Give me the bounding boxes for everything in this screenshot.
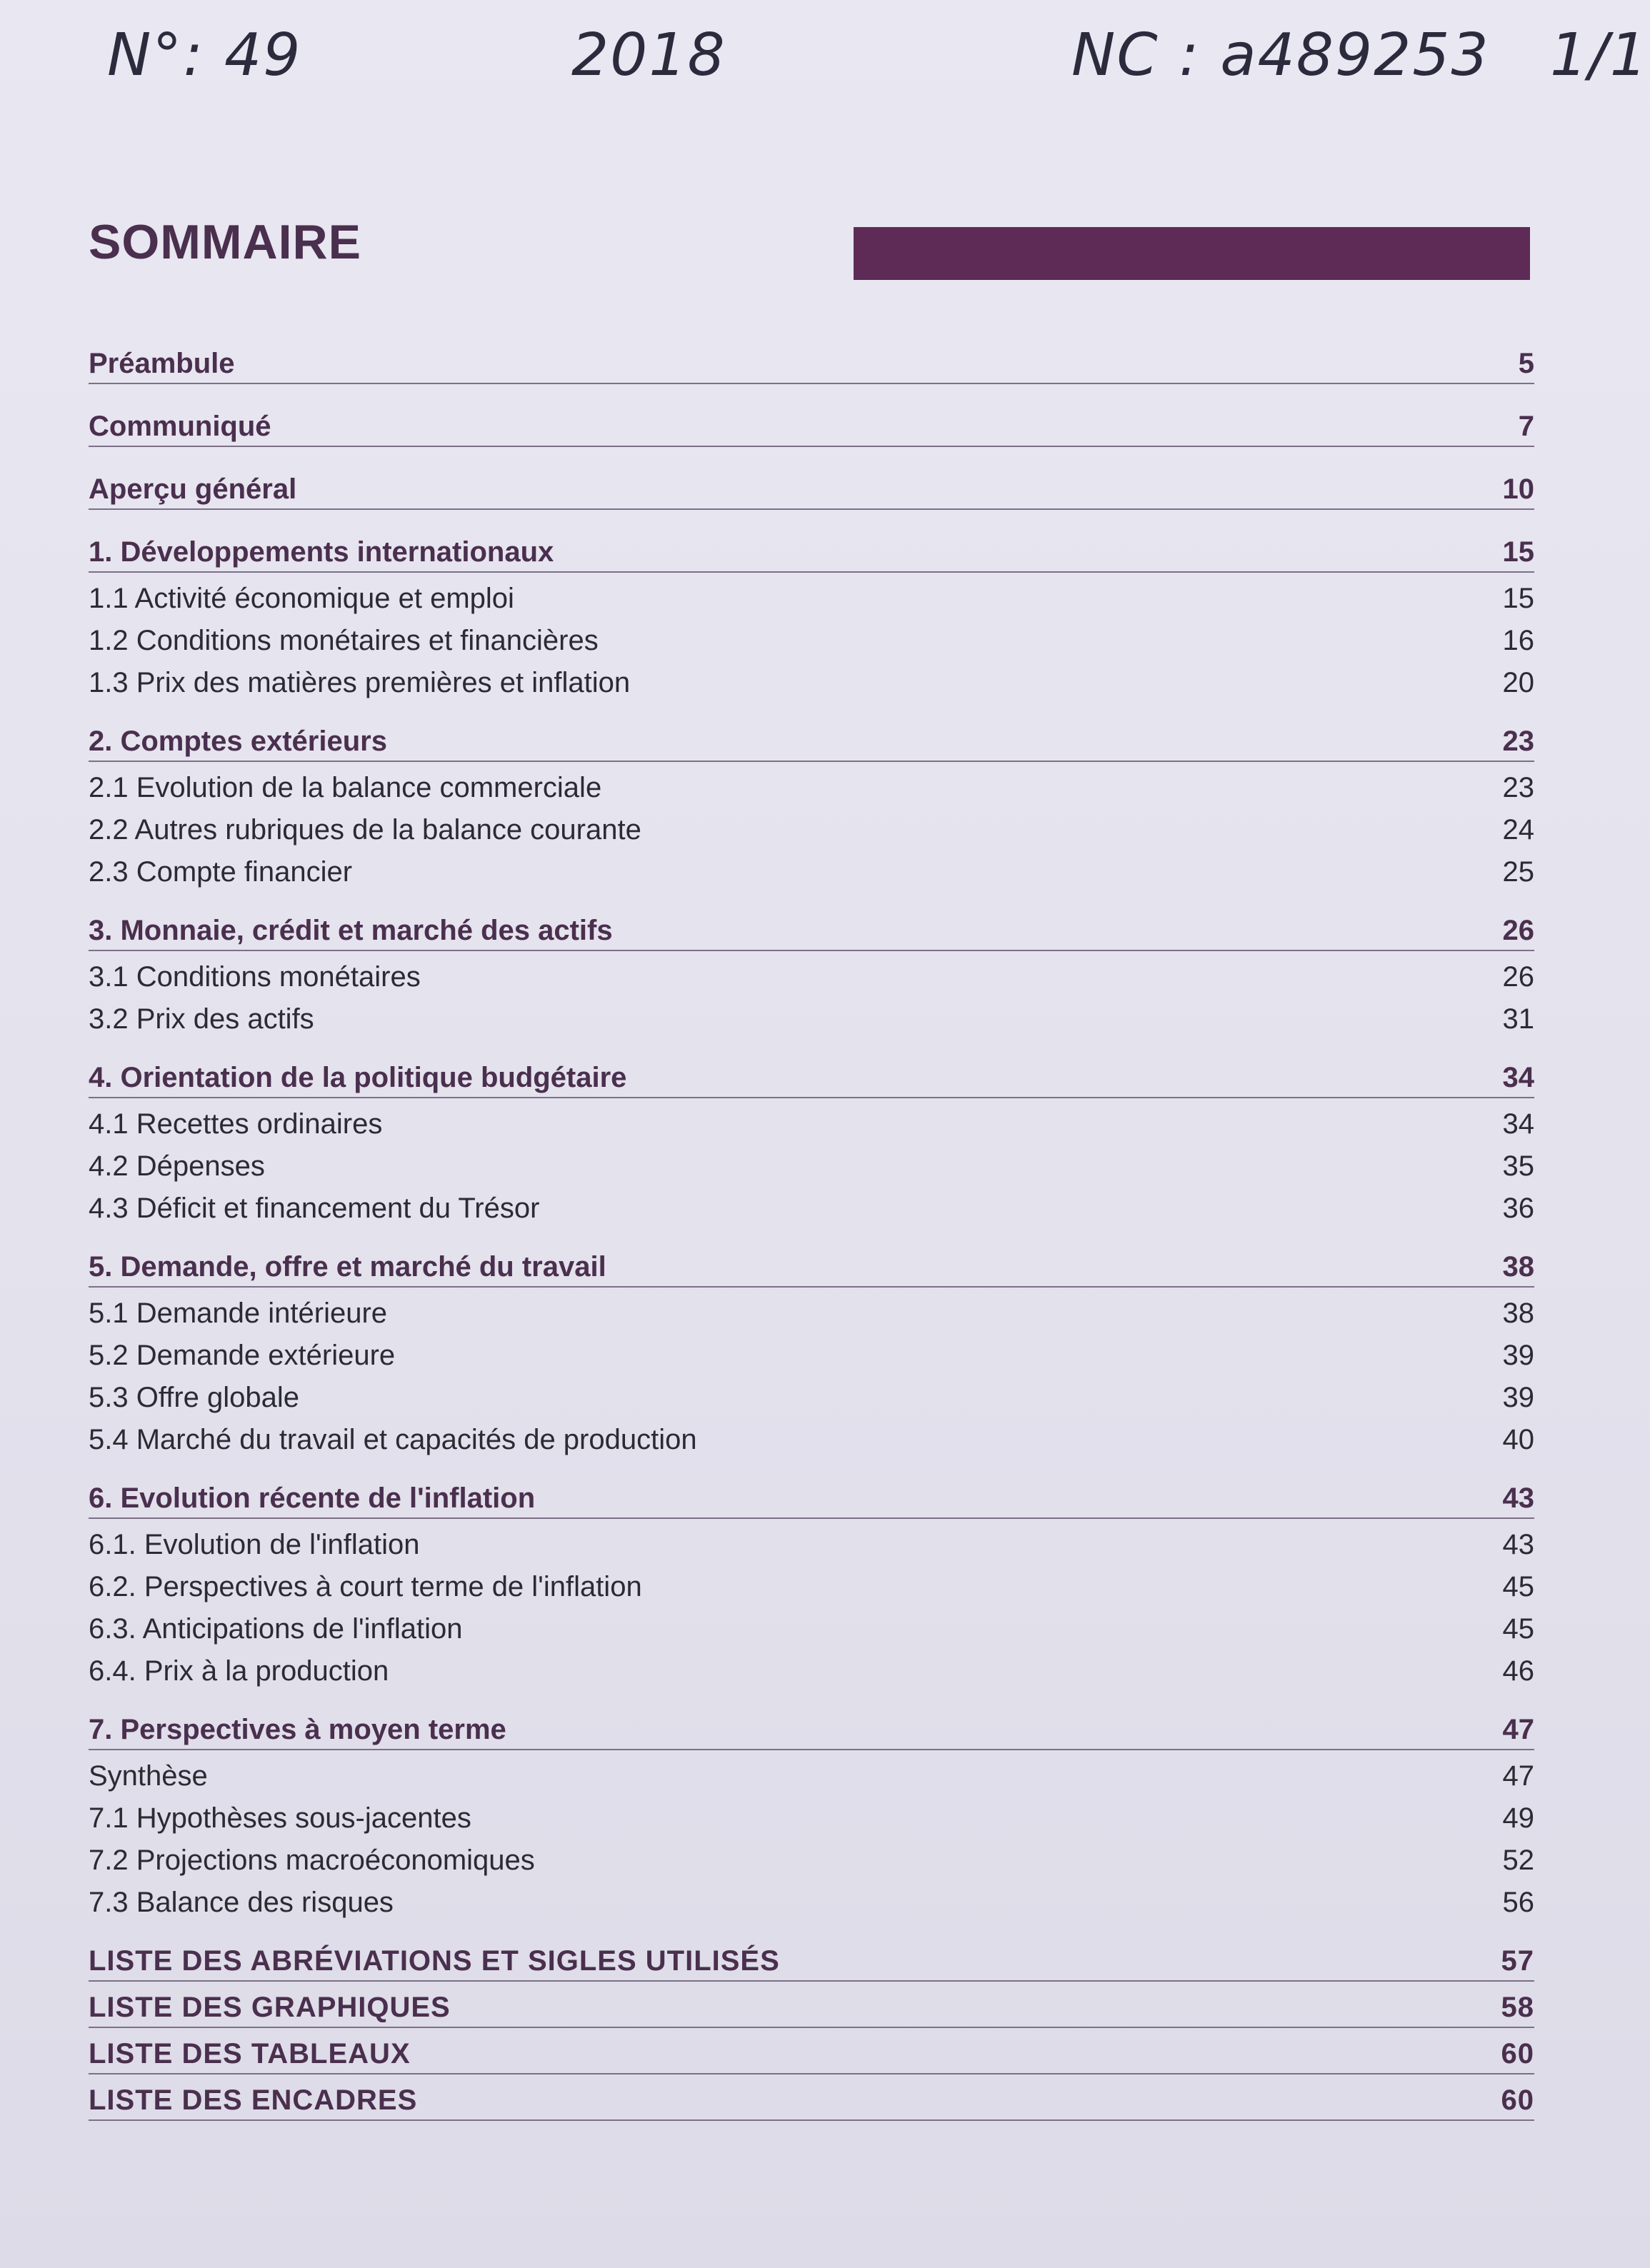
subentry-label: 7.1 Hypothèses sous-jacentes bbox=[89, 1802, 471, 1834]
toc-subentry[interactable] bbox=[89, 1288, 1534, 1330]
list-label: LISTE DES ENCADRES bbox=[89, 2084, 418, 2116]
toc-entry-page: 10 bbox=[1502, 473, 1534, 505]
section-page: 23 bbox=[1502, 726, 1534, 757]
toc-section-3[interactable] bbox=[89, 901, 1534, 951]
subentry-label: 4.1 Recettes ordinaires bbox=[89, 1108, 383, 1140]
subentry-page: 49 bbox=[1502, 1802, 1534, 1834]
subentry-page: 43 bbox=[1502, 1529, 1534, 1560]
subentry-label: 7.3 Balance des risques bbox=[89, 1887, 394, 1918]
subentry-label: 6.1. Evolution de l'inflation bbox=[89, 1529, 420, 1560]
subentry-page: 39 bbox=[1502, 1340, 1534, 1371]
table-of-contents bbox=[89, 321, 1534, 2121]
toc-list-abreviations[interactable] bbox=[89, 1932, 1534, 1982]
subentry-label: 3.1 Conditions monétaires bbox=[89, 961, 421, 993]
subentry-label: 7.2 Projections macroéconomiques bbox=[89, 1845, 535, 1876]
subentry-label: 4.3 Déficit et financement du Trésor bbox=[89, 1193, 540, 1224]
toc-subentry[interactable] bbox=[89, 1835, 1534, 1877]
subentry-label: 2.2 Autres rubriques de la balance courante bbox=[89, 814, 641, 846]
subentry-page: 20 bbox=[1502, 667, 1534, 698]
section-title: 5. Demande, offre et marché du travail bbox=[89, 1251, 606, 1283]
list-page: 60 bbox=[1501, 2038, 1534, 2069]
section-title: 4. Orientation de la politique budgétaire bbox=[89, 1062, 627, 1093]
subentry-page: 24 bbox=[1502, 814, 1534, 846]
toc-subentry[interactable] bbox=[89, 657, 1534, 699]
toc-subentry[interactable] bbox=[89, 1098, 1534, 1140]
subentry-label: 2.3 Compte financier bbox=[89, 856, 353, 888]
page-title: SOMMAIRE bbox=[89, 215, 361, 269]
toc-subentry[interactable] bbox=[89, 1561, 1534, 1603]
toc-list-encadres[interactable] bbox=[89, 2074, 1534, 2121]
subentry-label: Synthèse bbox=[89, 1760, 208, 1792]
toc-subentry[interactable] bbox=[89, 1603, 1534, 1645]
toc-section-5[interactable] bbox=[89, 1238, 1534, 1288]
toc-subentry[interactable] bbox=[89, 1792, 1534, 1835]
list-label: LISTE DES ABRÉVIATIONS ET SIGLES UTILISÉS bbox=[89, 1945, 780, 1977]
subentry-page: 46 bbox=[1502, 1655, 1534, 1687]
toc-section-1[interactable] bbox=[89, 523, 1534, 573]
title-accent-bar bbox=[854, 227, 1530, 280]
subentry-page: 47 bbox=[1502, 1760, 1534, 1792]
toc-subentry[interactable] bbox=[89, 1750, 1534, 1792]
section-title: 3. Monnaie, crédit et marché des actifs bbox=[89, 915, 613, 946]
subentry-page: 45 bbox=[1502, 1571, 1534, 1602]
toc-section-2[interactable] bbox=[89, 712, 1534, 762]
handwritten-reference: NC : a489253 bbox=[1071, 21, 1490, 89]
subentry-label: 6.2. Perspectives à court terme de l'inflation bbox=[89, 1571, 642, 1602]
subentry-page: 52 bbox=[1502, 1845, 1534, 1876]
subentry-label: 6.4. Prix à la production bbox=[89, 1655, 389, 1687]
section-title: 7. Perspectives à moyen terme bbox=[89, 1714, 506, 1745]
section-page: 26 bbox=[1502, 915, 1534, 946]
section-page: 47 bbox=[1502, 1714, 1534, 1745]
toc-entry-preambule[interactable] bbox=[89, 321, 1534, 384]
toc-subentry[interactable] bbox=[89, 1330, 1534, 1372]
toc-entry-label: Préambule bbox=[89, 348, 235, 379]
subentry-label: 5.4 Marché du travail et capacités de production bbox=[89, 1424, 697, 1455]
toc-subentry[interactable] bbox=[89, 1519, 1534, 1561]
toc-subentry[interactable] bbox=[89, 1140, 1534, 1183]
subentry-page: 16 bbox=[1502, 625, 1534, 656]
section-page: 38 bbox=[1502, 1251, 1534, 1283]
subentry-page: 39 bbox=[1502, 1382, 1534, 1413]
subentry-label: 4.2 Dépenses bbox=[89, 1150, 265, 1182]
toc-subentry[interactable] bbox=[89, 993, 1534, 1035]
subentry-page: 15 bbox=[1502, 583, 1534, 614]
subentry-page: 40 bbox=[1502, 1424, 1534, 1455]
subentry-label: 6.3. Anticipations de l'inflation bbox=[89, 1613, 463, 1645]
toc-subentry[interactable] bbox=[89, 1414, 1534, 1456]
section-page: 15 bbox=[1502, 536, 1534, 568]
subentry-label: 5.1 Demande intérieure bbox=[89, 1298, 388, 1329]
handwritten-pagination: 1/1 bbox=[1550, 21, 1649, 89]
subentry-page: 45 bbox=[1502, 1613, 1534, 1645]
list-page: 57 bbox=[1501, 1945, 1534, 1977]
toc-subentry[interactable] bbox=[89, 762, 1534, 804]
handwritten-year: 2018 bbox=[571, 21, 726, 89]
toc-section-4[interactable] bbox=[89, 1048, 1534, 1098]
toc-subentry[interactable] bbox=[89, 615, 1534, 657]
toc-entry-apercu-general[interactable] bbox=[89, 447, 1534, 510]
subentry-label: 1.3 Prix des matières premières et inflation bbox=[89, 667, 631, 698]
toc-subentry[interactable] bbox=[89, 951, 1534, 993]
toc-section-6[interactable] bbox=[89, 1469, 1534, 1519]
section-title: 1. Développements internationaux bbox=[89, 536, 554, 568]
list-page: 60 bbox=[1501, 2084, 1534, 2116]
toc-subentry[interactable] bbox=[89, 573, 1534, 615]
toc-list-tableaux[interactable] bbox=[89, 2028, 1534, 2074]
toc-entry-label: Aperçu général bbox=[89, 473, 297, 505]
list-label: LISTE DES TABLEAUX bbox=[89, 2038, 411, 2069]
subentry-page: 25 bbox=[1502, 856, 1534, 888]
list-page: 58 bbox=[1501, 1992, 1534, 2023]
subentry-label: 3.2 Prix des actifs bbox=[89, 1003, 314, 1035]
subentry-page: 38 bbox=[1502, 1298, 1534, 1329]
subentry-page: 31 bbox=[1502, 1003, 1534, 1035]
toc-entry-page: 7 bbox=[1518, 411, 1534, 442]
toc-subentry[interactable] bbox=[89, 846, 1534, 888]
subentry-page: 26 bbox=[1502, 961, 1534, 993]
subentry-label: 1.1 Activité économique et emploi bbox=[89, 583, 514, 614]
subentry-page: 36 bbox=[1502, 1193, 1534, 1224]
subentry-page: 56 bbox=[1502, 1887, 1534, 1918]
toc-subentry[interactable] bbox=[89, 804, 1534, 846]
subentry-label: 1.2 Conditions monétaires et financières bbox=[89, 625, 599, 656]
toc-subentry[interactable] bbox=[89, 1877, 1534, 1919]
subentry-label: 5.2 Demande extérieure bbox=[89, 1340, 396, 1371]
toc-entry-communique[interactable] bbox=[89, 384, 1534, 447]
toc-list-graphiques[interactable] bbox=[89, 1982, 1534, 2028]
toc-subentry[interactable] bbox=[89, 1645, 1534, 1687]
section-title: 2. Comptes extérieurs bbox=[89, 726, 387, 757]
subentry-label: 5.3 Offre globale bbox=[89, 1382, 300, 1413]
subentry-label: 2.1 Evolution de la balance commerciale bbox=[89, 772, 602, 803]
section-page: 34 bbox=[1502, 1062, 1534, 1093]
toc-subentry[interactable] bbox=[89, 1183, 1534, 1225]
subentry-page: 23 bbox=[1502, 772, 1534, 803]
section-title: 6. Evolution récente de l'inflation bbox=[89, 1482, 536, 1514]
toc-section-7[interactable] bbox=[89, 1700, 1534, 1750]
list-label: LISTE DES GRAPHIQUES bbox=[89, 1992, 451, 2023]
section-page: 43 bbox=[1502, 1482, 1534, 1514]
subentry-page: 35 bbox=[1502, 1150, 1534, 1182]
handwritten-number: N°: 49 bbox=[107, 21, 302, 89]
toc-subentry[interactable] bbox=[89, 1372, 1534, 1414]
toc-entry-label: Communiqué bbox=[89, 411, 271, 442]
subentry-page: 34 bbox=[1502, 1108, 1534, 1140]
toc-entry-page: 5 bbox=[1518, 348, 1534, 379]
